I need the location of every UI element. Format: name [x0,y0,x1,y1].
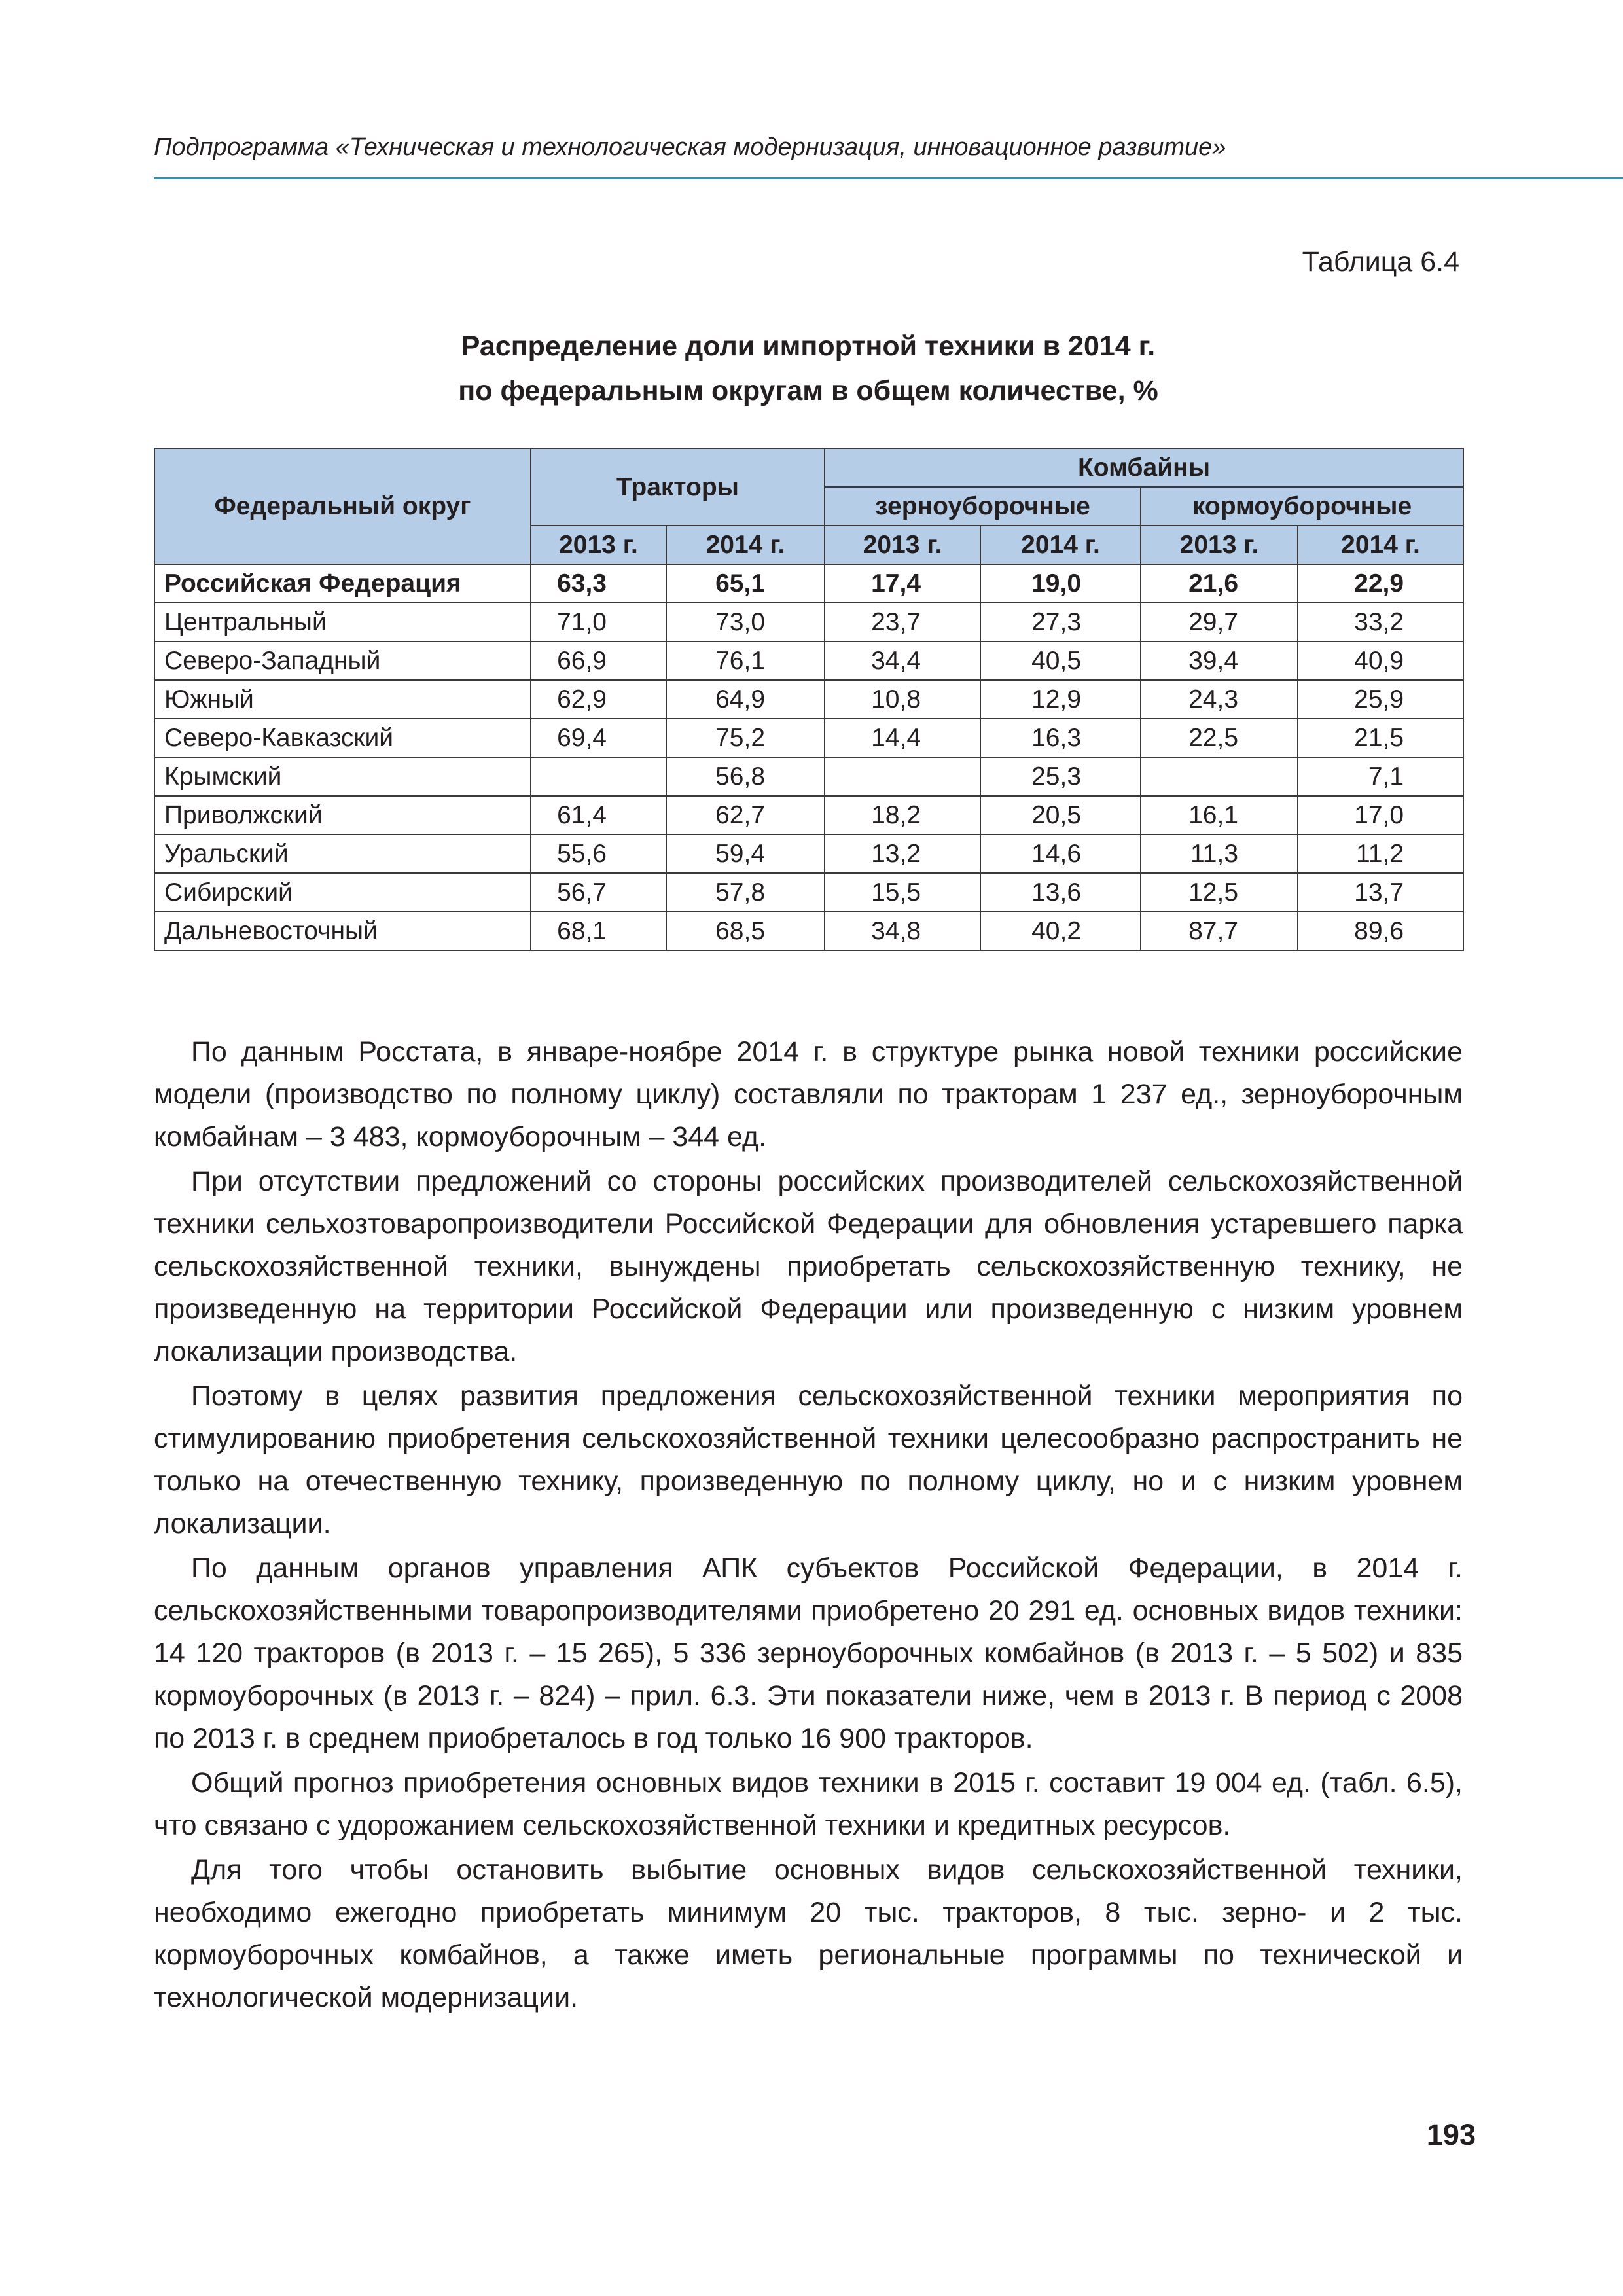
table-title-line-2: по федеральным округам в общем количестве, % [458,375,1158,406]
cell-tractors-2013 [531,757,666,796]
cell-grain-2013: 34,4 [825,641,980,680]
table-row [154,834,1463,873]
header-combines: Комбайны [825,448,1463,487]
paragraph: По данным Росстата, в январе-ноябре 2014 г. в структуре рынка новой техники российские модели (производство по полному циклу) составляли по тракторам 1 237 ед., зерноуборочным комбайнам – 3 483, кормоуборочным – 344 ед. [154,1036,1463,1153]
cell-tractors-2014: 64,9 [666,680,825,719]
cell-forage-2014: 33,2 [1298,603,1463,641]
cell-grain-2013: 18,2 [825,796,980,834]
cell-tractors-2013: 62,9 [531,680,666,719]
cell-forage-2013: 29,7 [1141,603,1298,641]
cell-grain-2014: 40,5 [980,641,1141,680]
row-region: Российская Федерация [154,564,531,603]
cell-forage-2013: 87,7 [1141,912,1298,950]
cell-tractors-2014: 76,1 [666,641,825,680]
cell-tractors-2013: 69,4 [531,719,666,757]
cell-forage-2014: 40,9 [1298,641,1463,680]
cell-forage-2014: 13,7 [1298,873,1463,912]
header-forage-2014: 2014 г. [1298,526,1463,564]
cell-forage-2013: 22,5 [1141,719,1298,757]
cell-tractors-2014: 56,8 [666,757,825,796]
cell-grain-2014: 16,3 [980,719,1141,757]
table-row [154,603,1463,641]
cell-forage-2013: 24,3 [1141,680,1298,719]
cell-grain-2013: 13,2 [825,834,980,873]
paragraph: Поэтому в целях развития предложения сельскохозяйственной техники мероприятия по стимулированию приобретения сельскохозяйственной техники целесообразно распространить не только на отечественную технику, произведенную по полному циклу, но и с низким уровнем локализации. [154,1380,1463,1539]
cell-forage-2013 [1141,757,1298,796]
cell-tractors-2013: 55,6 [531,834,666,873]
cell-tractors-2014: 57,8 [666,873,825,912]
running-header [154,131,1623,179]
table-row [154,680,1463,719]
cell-tractors-2014: 59,4 [666,834,825,873]
cell-forage-2013: 39,4 [1141,641,1298,680]
header-row-1 [154,448,1463,487]
cell-tractors-2013: 63,3 [531,564,666,603]
header-grain: зерноуборочные [825,487,1141,526]
import-share-table [154,448,1464,951]
cell-forage-2013: 12,5 [1141,873,1298,912]
header-tractors: Тракторы [531,448,825,526]
row-region: Крымский [154,757,531,796]
header-forage: кормоуборочные [1141,487,1463,526]
row-region: Сибирский [154,873,531,912]
header-forage-2013: 2013 г. [1141,526,1298,564]
table-row [154,719,1463,757]
cell-forage-2013: 21,6 [1141,564,1298,603]
cell-tractors-2014: 62,7 [666,796,825,834]
row-region: Дальневосточный [154,912,531,950]
table-row [154,873,1463,912]
header-region: Федеральный округ [154,448,531,564]
cell-tractors-2014: 65,1 [666,564,825,603]
cell-forage-2014: 21,5 [1298,719,1463,757]
cell-grain-2014: 12,9 [980,680,1141,719]
row-region: Центральный [154,603,531,641]
cell-grain-2014: 19,0 [980,564,1141,603]
cell-tractors-2014: 68,5 [666,912,825,950]
row-region: Южный [154,680,531,719]
table-row [154,641,1463,680]
cell-grain-2014: 20,5 [980,796,1141,834]
cell-tractors-2013: 56,7 [531,873,666,912]
cell-forage-2014: 11,2 [1298,834,1463,873]
cell-grain-2014: 40,2 [980,912,1141,950]
cell-tractors-2013: 66,9 [531,641,666,680]
cell-forage-2014: 25,9 [1298,680,1463,719]
row-region: Уральский [154,834,531,873]
running-header-title: Подпрограмма «Техническая и технологическая модернизация, инновационное развитие» [154,134,1226,161]
header-grain-2014: 2014 г. [980,526,1141,564]
cell-forage-2014: 17,0 [1298,796,1463,834]
header-grain-2013: 2013 г. [825,526,980,564]
cell-tractors-2013: 61,4 [531,796,666,834]
table-title-line-1: Распределение доли импортной техники в 2014 г. [461,331,1156,362]
cell-grain-2013: 23,7 [825,603,980,641]
cell-grain-2013: 34,8 [825,912,980,950]
cell-tractors-2013: 71,0 [531,603,666,641]
cell-forage-2013: 16,1 [1141,796,1298,834]
cell-grain-2014: 14,6 [980,834,1141,873]
row-region: Северо-Западный [154,641,531,680]
table-row [154,757,1463,796]
cell-grain-2013: 14,4 [825,719,980,757]
table-title [154,324,1463,413]
table-row [154,912,1463,950]
paragraph: Для того чтобы остановить выбытие основных видов сельскохозяйственной техники, необходимо ежегодно приобретать минимум 20 тыс. тракторов, 8 тыс. зерно- и 2 тыс. кормоуборочных комбайнов, а также иметь региональные программы по технической и технологической модернизации. [154,1854,1463,2013]
table-number: Таблица 6.4 [1302,246,1459,278]
cell-grain-2013 [825,757,980,796]
cell-tractors-2014: 75,2 [666,719,825,757]
cell-forage-2013: 11,3 [1141,834,1298,873]
cell-grain-2014: 13,6 [980,873,1141,912]
page-number: 193 [1426,2118,1476,2151]
cell-tractors-2013: 68,1 [531,912,666,950]
header-tractors-2014: 2014 г. [666,526,825,564]
cell-tractors-2014: 73,0 [666,603,825,641]
paragraph: При отсутствии предложений со стороны российских производителей сельскохозяйственной техники сельхозтоваропроизводители Российской Федерации для обновления устаревшего парка сельскохозяйственной техники, вынуждены приобретать сельскохозяйственную технику, не произведенную на территории Российской Федерации или произведенную с низким уровнем локализации производства. [154,1166,1463,1367]
table-row [154,796,1463,834]
cell-forage-2014: 89,6 [1298,912,1463,950]
cell-grain-2014: 27,3 [980,603,1141,641]
cell-grain-2013: 17,4 [825,564,980,603]
cell-forage-2014: 22,9 [1298,564,1463,603]
paragraph: Общий прогноз приобретения основных видов техники в 2015 г. составит 19 004 ед. (табл. 6.5), что связано с удорожанием сельскохозяйственной техники и кредитных ресурсов. [154,1767,1463,1841]
body-text [154,1031,1463,2021]
table-row-total [154,564,1463,603]
header-tractors-2013: 2013 г. [531,526,666,564]
cell-grain-2014: 25,3 [980,757,1141,796]
row-region: Северо-Кавказский [154,719,531,757]
paragraph: По данным органов управления АПК субъектов Российской Федерации, в 2014 г. сельскохозяйственными товаропроизводителями приобретено 20 291 ед. основных видов техники: 14 120 тракторов (в 2013 г. – 15 265), 5 336 зерноуборочных комбайнов (в 2013 г. – 5 502) и 835 кормоуборочных (в 2013 г. – 824) – прил. 6.3. Эти показатели ниже, чем в 2013 г. В период с 2008 по 2013 г. в среднем приобреталось в год только 16 900 тракторов. [154,1552,1463,1754]
cell-forage-2014: 7,1 [1298,757,1463,796]
row-region: Приволжский [154,796,531,834]
cell-grain-2013: 10,8 [825,680,980,719]
cell-grain-2013: 15,5 [825,873,980,912]
